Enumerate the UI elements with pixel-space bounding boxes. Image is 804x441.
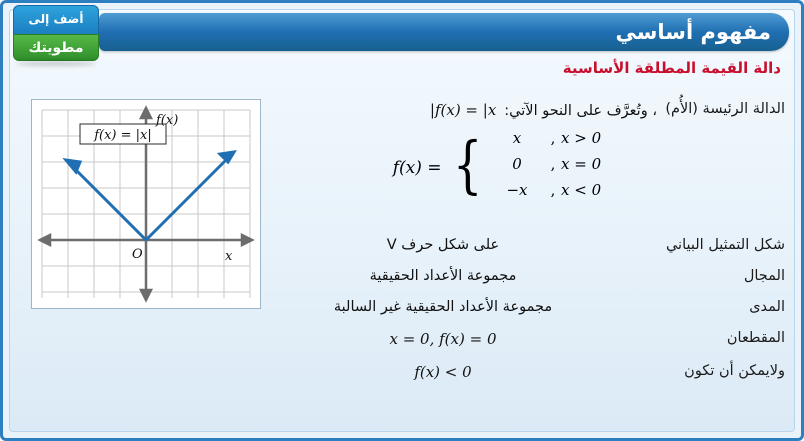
intercepts-formula: x = 0, f(x) = 0 [389, 330, 497, 348]
row-label-cannot-be: ولايمكن أن تكون [684, 363, 785, 379]
piecewise-lines [489, 129, 651, 207]
row-value-cannot-be [225, 361, 661, 381]
foldable-bottom [13, 34, 99, 61]
foldable-line-1: أضف إلى [28, 12, 84, 26]
parent-function-formula: f(x) = |x| [429, 101, 497, 119]
row-label-domain: المجال [743, 268, 785, 284]
section-title: دالة القيمة المطلقة الأساسية [562, 59, 781, 77]
foldable-tab [13, 5, 99, 61]
row-parent-function [285, 99, 785, 129]
row-label-parent-function: الدالة الرئيسة (الأُم) [665, 101, 785, 117]
piecewise-definition [393, 129, 651, 207]
parent-function-note: ، وتُعرَّف على النحو الآتي: [504, 103, 657, 119]
piecewise-comma: , [550, 181, 556, 199]
row-range [225, 297, 785, 315]
graph-y-axis-label: f(x) [156, 113, 179, 128]
page-title: مفهوم أساسي [615, 20, 771, 44]
content-rows-bottom [225, 235, 785, 394]
cannot-be-formula: f(x) < 0 [414, 363, 472, 381]
row-value-parent-function [285, 99, 661, 119]
piecewise-comma: , [550, 155, 556, 173]
piecewise-line [489, 129, 651, 155]
foldable-shadow [16, 61, 96, 66]
foldable-line-2: مطويتك [28, 40, 84, 56]
content-rows-top [285, 99, 785, 131]
row-intercepts [225, 328, 785, 348]
piecewise-line [489, 181, 651, 207]
piecewise-expr: x [512, 129, 522, 147]
row-label-intercepts: المقطعان [726, 330, 785, 346]
row-graph-shape [225, 235, 785, 253]
row-cannot-be [225, 361, 785, 381]
piecewise-comma: , [550, 129, 556, 147]
row-domain [225, 266, 785, 284]
graph-x-axis-label: x [225, 249, 233, 264]
row-value-graph-shape: على شكل حرف V [386, 237, 500, 253]
row-label-range: المدى [749, 299, 785, 315]
foldable-top [13, 5, 99, 35]
graph-function-label: f(x) = |x| [94, 128, 152, 143]
piecewise-condition: x > 0 [561, 129, 602, 147]
piecewise-condition: x < 0 [561, 181, 602, 199]
row-value-range: مجموعة الأعداد الحقيقية غير السالبة [333, 299, 553, 315]
row-label-graph-shape: شكل التمثيل البياني [665, 237, 785, 253]
piecewise-lhs: f(x) = [392, 158, 442, 178]
piecewise-brace: { [452, 128, 483, 201]
row-value-intercepts [225, 328, 661, 348]
piecewise-line [489, 155, 651, 181]
row-value-domain: مجموعة الأعداد الحقيقية [369, 268, 517, 284]
piecewise-expr: −x [506, 181, 528, 199]
piecewise-condition: x = 0 [561, 155, 602, 173]
header-bar [99, 13, 789, 51]
graph-origin-label: O [132, 247, 143, 262]
piecewise-expr: 0 [512, 155, 522, 173]
